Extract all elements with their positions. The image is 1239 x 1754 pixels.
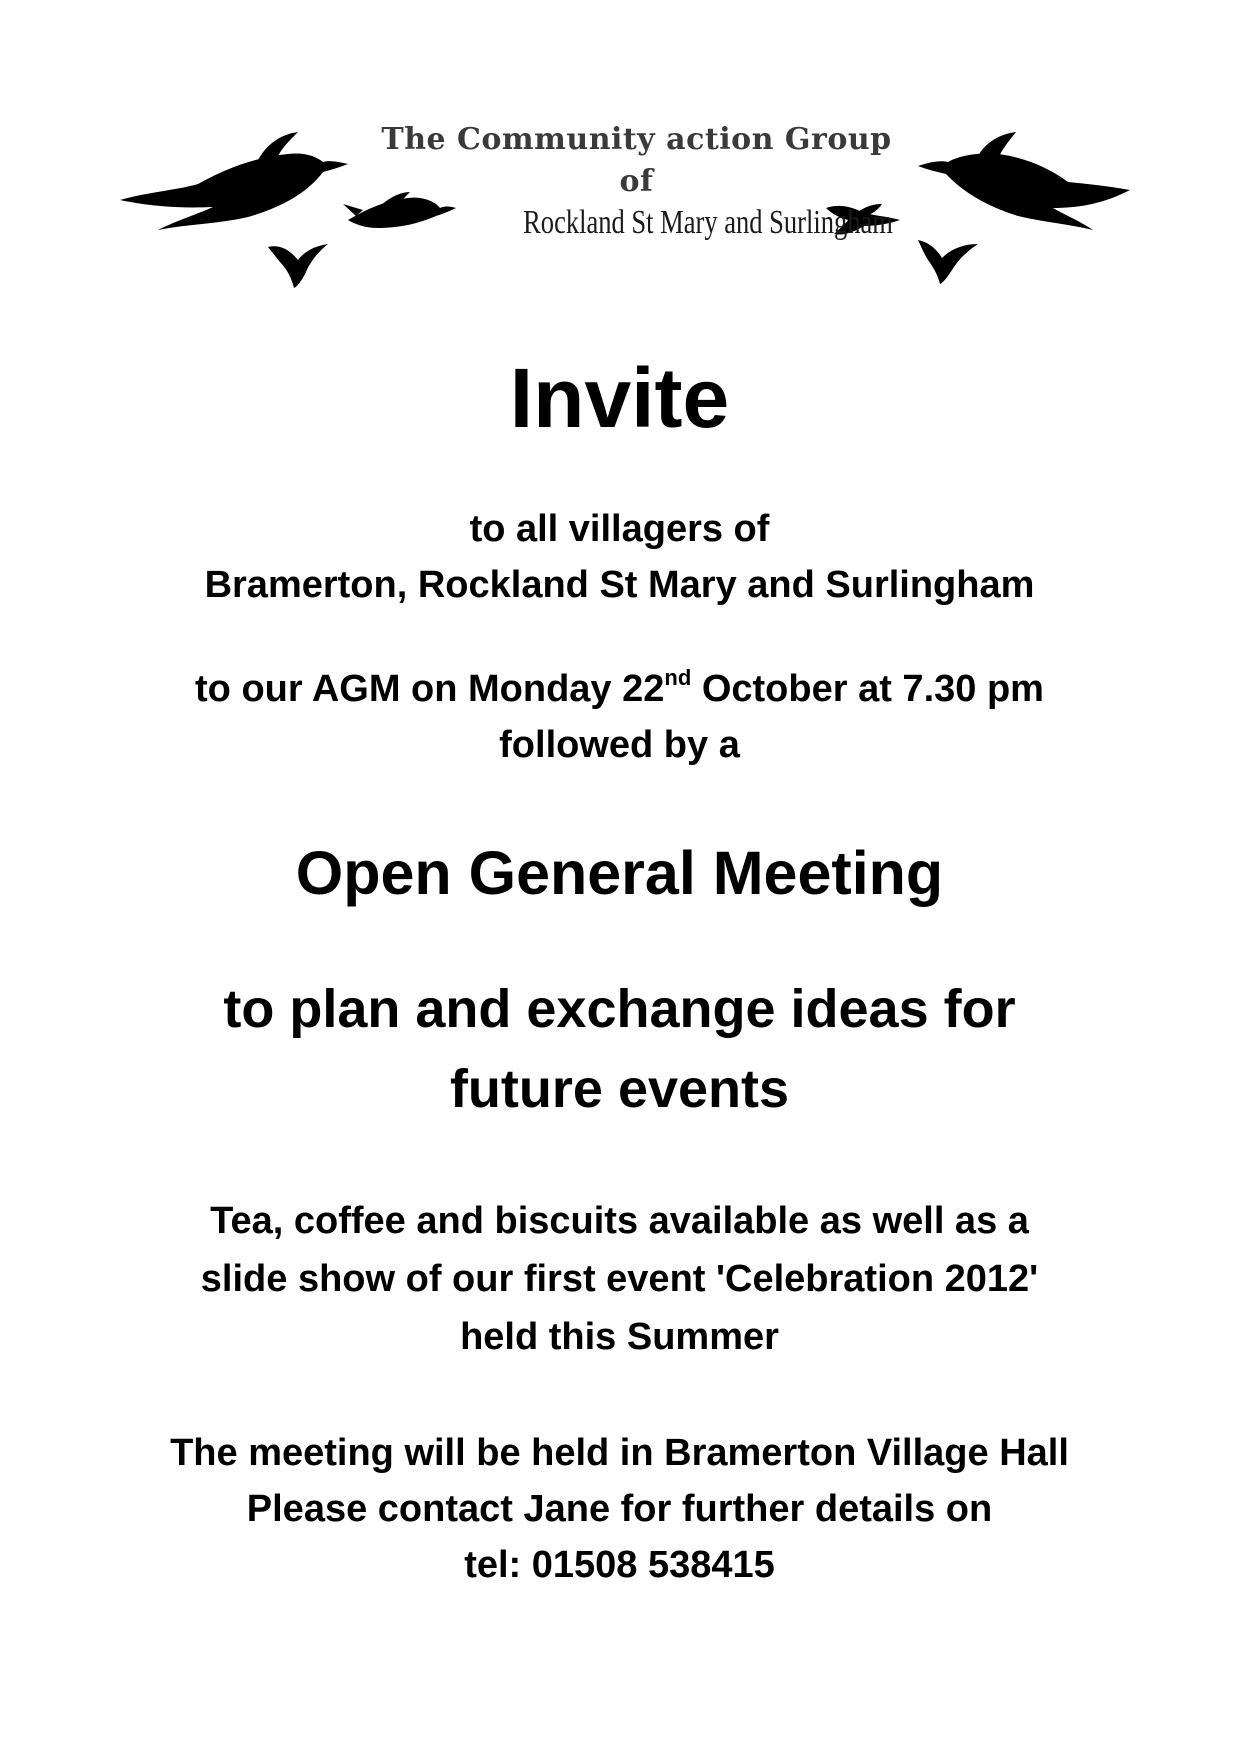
agm-date-suffix: October at 7.30 pm <box>691 668 1044 710</box>
invitees-line-1: to all villagers of <box>469 508 770 550</box>
organisation-locality: Rockland St Mary and Surlingham <box>523 204 893 241</box>
refreshments-line-1: Tea, coffee and biscuits available as well as a <box>210 1200 1029 1242</box>
purpose-line-1: to plan and exchange ideas for <box>223 979 1016 1039</box>
small-bird-left-icon <box>268 244 328 288</box>
header-banner <box>118 112 1134 300</box>
refreshments-line-3: held this Summer <box>460 1316 779 1358</box>
meeting-title: Open General Meeting <box>295 839 944 907</box>
agm-date-ordinal: nd <box>664 665 692 690</box>
contact-phone: tel: 01508 538415 <box>464 1544 775 1586</box>
agm-line-1 <box>0 665 1239 711</box>
purpose-line-2: future events <box>449 1059 790 1119</box>
page-title: Invite <box>509 351 730 445</box>
refreshments-line-2: slide show of our first event 'Celebration 2012' <box>200 1258 1039 1300</box>
venue-line-2: Please contact Jane for further details on <box>246 1488 993 1530</box>
organisation-connector: of <box>619 164 654 199</box>
organisation-name: The Community action Group <box>381 122 892 157</box>
agm-line-2: followed by a <box>499 724 740 766</box>
agm-date-prefix: to our AGM on Monday 22 <box>195 668 665 710</box>
small-bird-right-icon <box>918 240 978 284</box>
venue-line-1: The meeting will be held in Bramerton Village Hall <box>170 1432 1069 1474</box>
invitees-line-2: Bramerton, Rockland St Mary and Surlingham <box>204 564 1035 606</box>
